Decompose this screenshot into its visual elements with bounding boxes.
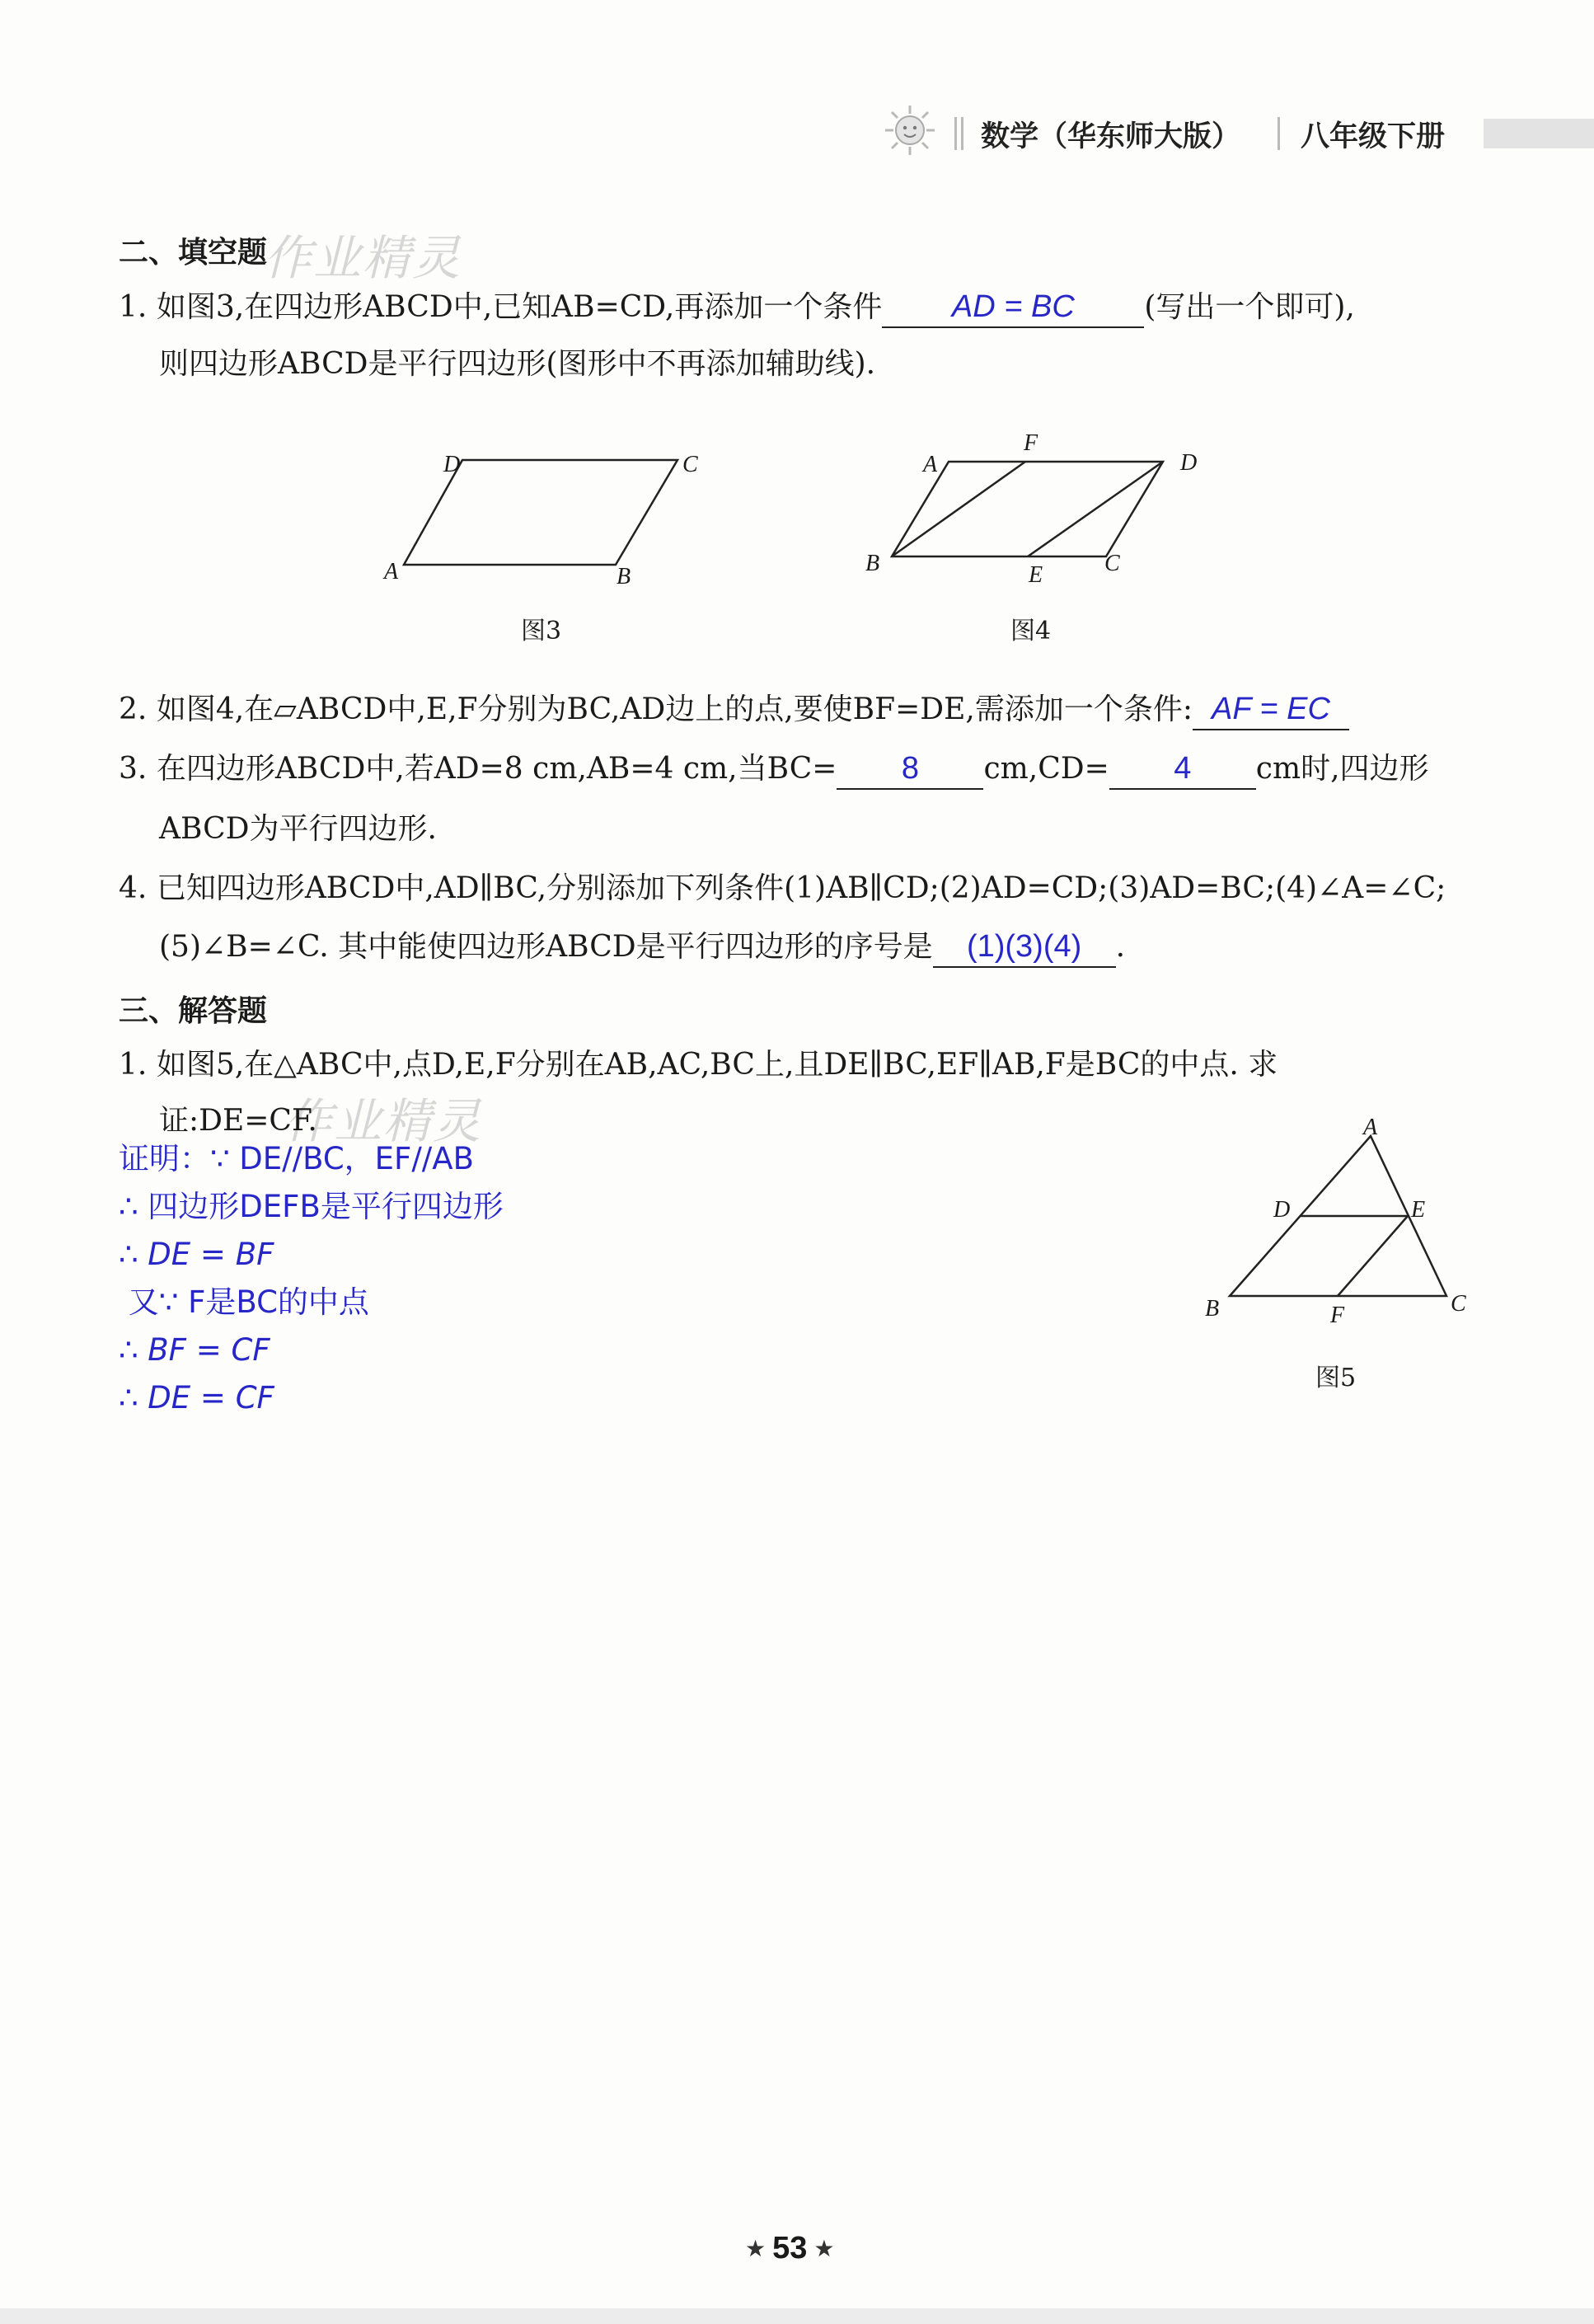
- figure-caption: 图4: [1010, 617, 1052, 646]
- star-icon: ★: [745, 2235, 767, 2262]
- question-text-line: [159, 928, 1125, 968]
- header-title: 数学（华东师大版）: [981, 120, 1241, 153]
- segment-ed: [1028, 462, 1163, 556]
- figure-4: [865, 445, 1212, 618]
- star-icon: ★: [813, 2235, 835, 2262]
- vertex-label: C: [1104, 551, 1120, 576]
- answer-text: AF = EC: [1211, 692, 1330, 726]
- vertex-label: F: [1330, 1303, 1345, 1328]
- question-text-line: ABCD为平行四边形.: [159, 812, 437, 846]
- question-text-line: 则四边形ABCD是平行四边形(图形中不再添加辅助线).: [159, 347, 876, 381]
- answer-blank: [933, 928, 1116, 968]
- watermark-text: 作业精灵: [284, 1093, 483, 1149]
- vertex-label: F: [1024, 430, 1038, 456]
- answer-blank: [882, 289, 1144, 328]
- question-3: [119, 750, 1429, 790]
- section-title: 二、填空题: [119, 236, 268, 270]
- header-bar: [0, 0, 1594, 190]
- vertex-label: A: [384, 559, 399, 585]
- proof-line: ∴ BF = CF: [119, 1332, 270, 1368]
- question-text: 已知四边形ABCD中,AD∥BC,分别添加下列条件(1)AB∥CD;(2)AD=CD;(3)AD=BC;(4)∠A=∠C;: [156, 871, 1446, 905]
- page-number: 53: [772, 2231, 808, 2265]
- answer-text: 4: [1174, 751, 1192, 786]
- vertex-label: E: [1029, 562, 1043, 588]
- question-text-line: 证:DE=CF.: [159, 1104, 317, 1138]
- question-text: (5)∠B=∠C. 其中能使四边形ABCD是平行四边形的序号是: [159, 930, 933, 964]
- sun-logo-icon: [884, 104, 936, 157]
- vertex-label: B: [865, 551, 880, 576]
- header-strip: [1484, 119, 1594, 148]
- footer-strip: [0, 2308, 1594, 2324]
- question-text: (写出一个即可),: [1144, 290, 1355, 324]
- answer-blank: [1109, 750, 1256, 790]
- question-text: 如图5,在△ABC中,点D,E,F分别在AB,AC,BC上,且DE∥BC,EF∥AB,F是BC的中点. 求: [156, 1048, 1278, 1082]
- header-divider: [961, 117, 963, 150]
- question-number: 4.: [119, 871, 148, 905]
- vertex-label: C: [1451, 1291, 1466, 1317]
- answer-text: 8: [901, 751, 920, 786]
- answer-text: AD = BC: [951, 289, 1075, 324]
- header-grade: 八年级下册: [1301, 120, 1446, 153]
- vertex-label: B: [617, 564, 631, 589]
- question-text: 如图3,在四边形ABCD中,已知AB=CD,再添加一个条件: [156, 290, 883, 324]
- proof-line: 又∵ F是BC的中点: [119, 1284, 369, 1320]
- question-number: 1.: [119, 290, 148, 324]
- proof-line: ∴ DE = BF: [119, 1237, 274, 1272]
- question-text: .: [1115, 930, 1126, 964]
- question-text: cm,CD=: [983, 752, 1109, 786]
- proof-line: ∴ DE = CF: [119, 1380, 274, 1416]
- figure-3: [371, 445, 717, 618]
- vertex-label: A: [923, 452, 938, 477]
- answer-blank: [837, 750, 983, 790]
- vertex-label: D: [443, 452, 461, 477]
- segment-bf: [892, 462, 1025, 556]
- vertex-label: B: [1205, 1296, 1220, 1322]
- section-title: 三、解答题: [119, 994, 268, 1028]
- answer-text: (1)(3)(4): [966, 929, 1082, 964]
- figure-caption: 图5: [1315, 1364, 1357, 1392]
- question-number: 3.: [119, 752, 148, 786]
- figure-caption: 图3: [521, 617, 562, 646]
- answer-blank: [1193, 691, 1349, 730]
- vertex-label: E: [1411, 1197, 1426, 1223]
- question-1: [119, 289, 1355, 328]
- header-divider: [954, 117, 957, 150]
- question-number: 2.: [119, 693, 148, 726]
- vertex-label: D: [1180, 450, 1198, 476]
- vertex-label: A: [1363, 1115, 1378, 1140]
- page-number-block: [745, 2231, 835, 2266]
- question-2: [119, 691, 1349, 730]
- proof-line: 证明：∵ DE//BC，EF//AB: [119, 1141, 474, 1176]
- question-text: 在四边形ABCD中,若AD=8 cm,AB=4 cm,当BC=: [156, 752, 837, 786]
- proof-line: ∴ 四边形DEFB是平行四边形: [119, 1189, 504, 1224]
- question-text: cm时,四边形: [1255, 752, 1429, 786]
- question-number: 1.: [119, 1048, 148, 1082]
- figure-5: [1203, 1121, 1484, 1319]
- vertex-label: D: [1273, 1197, 1291, 1223]
- question-1: [119, 1047, 1278, 1082]
- vertex-label: C: [682, 452, 698, 477]
- question-text: 如图4,在▱ABCD中,E,F分别为BC,AD边上的点,要使BF=DE,需添加一个条件:: [156, 693, 1193, 726]
- segment-ef: [1338, 1216, 1408, 1296]
- question-4: [119, 871, 1446, 906]
- watermark-text: 作业精灵: [264, 230, 462, 286]
- header-divider: [1278, 117, 1280, 150]
- proof-block: [119, 1141, 504, 1428]
